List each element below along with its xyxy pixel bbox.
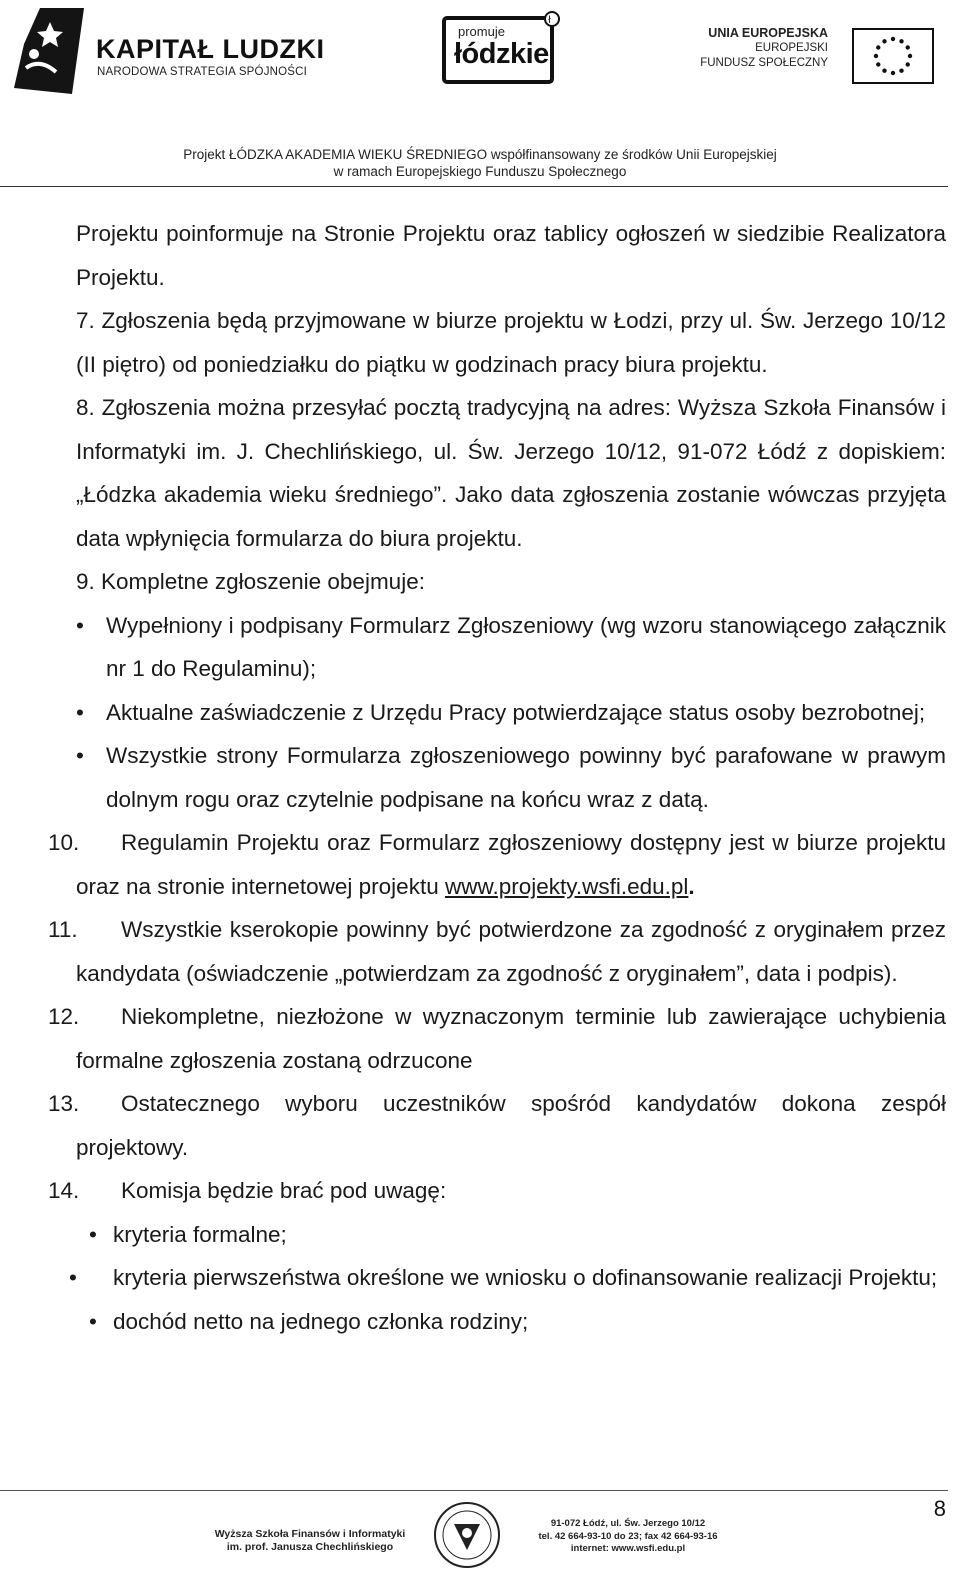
item-14-bullet-3: • dochód netto na jednego członka rodziny; [89,1300,946,1344]
header-divider [0,186,948,187]
eu-text [700,26,828,71]
item-14 [48,1169,946,1213]
item-8: 8. Zgłoszenia można przesyłać pocztą tradycyjną na adres: Wyższa Szkoła Finansów i Informatyki im. J. Chechlińskiego, ul. Św. Jerzego 10/12, 91-072 Łódź z dopiskiem: „Łódzka akademia wieku średniego”. Jako data zgłoszenia zostanie wówczas przyjęta data wpłynięcia formularza do biura projektu. [76,395,946,551]
item-9-bullet-2: • Aktualne zaświadczenie z Urzędu Pracy potwierdzające status osoby bezrobotnej; [76,691,946,735]
eu-star-icon [906,62,910,66]
eu-logo [700,26,948,86]
footer-school-name [200,1528,420,1554]
eu-star-icon [899,69,903,73]
item-11 [48,908,946,995]
project-line-1: Projekt ŁÓDZKA AKADEMIA WIEKU ŚREDNIEGO współfinansowany ze środków Unii Europejskiej [183,147,777,162]
footer-address-line-3: internet: www.wsfi.edu.pl [570,1543,686,1554]
eu-star-icon [908,54,912,58]
item-12 [48,995,946,1082]
item-10-number: 10. [48,830,80,855]
item-13-text: Ostatecznego wyboru uczestników spośród kandydatów dokona zespół projektowy. [76,1091,946,1160]
eu-star-icon [876,45,880,49]
project-line-2: w ramach Europejskiego Funduszu Społecznego [333,164,627,179]
item-10-end: . [688,873,695,899]
item-7: 7. Zgłoszenia będą przyjmowane w biurze projektu w Łodzi, przy ul. Św. Jerzego 10/12 (II piętro) od poniedziałku do piątku w godzinach pracy biura projektu. [76,308,946,377]
footer-school-line-2: im. prof. Janusza Chechlińskiego [226,1541,394,1553]
item-14-text: Komisja będzie brać pod uwagę: [121,1178,447,1203]
footer-divider [0,1490,948,1491]
eu-star-icon [882,39,886,43]
promuje-lodzkie-logo [442,10,567,90]
promuje-label: promuje [458,24,505,39]
item-13 [48,1082,946,1169]
item-14-number: 14. [48,1178,80,1203]
item-10-text: Regulamin Projektu oraz Formularz zgłoszeniowy dostępny jest w biurze projektu oraz na stronie internetowej projektu [76,830,946,899]
document-body [48,212,946,1343]
lodzkie-label: łódzkie [454,38,549,70]
eu-star-icon [874,54,878,58]
eu-star-icon [882,69,886,73]
kapital-ludzki-title: KAPITAŁ LUDZKI [96,34,325,64]
footer-address-line-2: tel. 42 664-93-10 do 23; fax 42 664-93-16 [538,1530,718,1542]
item-13-number: 13. [48,1091,80,1116]
eu-flag-icon [852,28,934,84]
footer-address-line-1: 91-072 Łódź, ul. Św. Jerzego 10/12 [550,1518,706,1529]
project-website-link[interactable]: www.projekty.wsfi.edu.pl [444,873,689,899]
page-number: 8 [933,1496,946,1521]
kapital-ludzki-subtitle: NARODOWA STRATEGIA SPÓJNOŚCI [97,66,308,78]
item-14-bullet-2: • kryteria pierwszeństwa określone we wniosku o dofinansowanie realizacji Projektu; [89,1256,946,1300]
item-9: 9. Kompletne zgłoszenie obejmuje: [76,569,425,594]
eu-line1: UNIA EUROPEJSKA [708,26,828,40]
eu-line2: EUROPEJSKI [755,42,828,54]
eu-star-icon [899,39,903,43]
kapital-ludzki-logo [8,4,328,104]
eu-star-icon [906,45,910,49]
paragraph-intro: Projektu poinformuje na Stronie Projektu oraz tablicy ogłoszeń w siedzibie Realizatora Projektu. [76,221,946,290]
eu-star-icon [891,71,895,75]
item-9-bullet-3: • Wszystkie strony Formularza zgłoszeniowego powinny być parafowane w prawym dolnym rogu oraz czytelnie podpisane na końcu wraz z datą. [76,734,946,821]
item-10 [48,821,946,908]
item-11-text: Wszystkie kserokopie powinny być potwierdzone za zgodność z oryginałem przez kandydata (oświadczenie „potwierdzam za zgodność z oryginałem”, data i podpis). [76,917,946,986]
kapital-ludzki-emblem-icon [10,4,88,100]
item-12-text: Niekompletne, niezłożone w wyznaczonym terminie lub zawierające uchybienia formalne zgłoszenia zostaną odrzucone [76,1004,946,1073]
footer-address [528,1518,728,1556]
page-header [0,0,960,192]
item-12-number: 12. [48,1004,80,1029]
school-seal-icon [432,1500,502,1570]
footer-school-line-1: Wyższa Szkoła Finansów i Informatyki [214,1528,406,1540]
eu-star-icon [876,62,880,66]
item-9-bullet-1: • Wypełniony i podpisany Formularz Zgłoszeniowy (wg wzoru stanowiącego załącznik nr 1 do Regulaminu); [76,604,946,691]
item-14-bullet-1: • kryteria formalne; [89,1213,946,1257]
eu-line3: FUNDUSZ SPOŁECZNY [700,57,828,69]
svg-text:ł: ł [548,15,551,26]
item-11-number: 11. [48,917,78,942]
eu-star-icon [891,37,895,41]
project-cofinancing-line [0,146,960,180]
